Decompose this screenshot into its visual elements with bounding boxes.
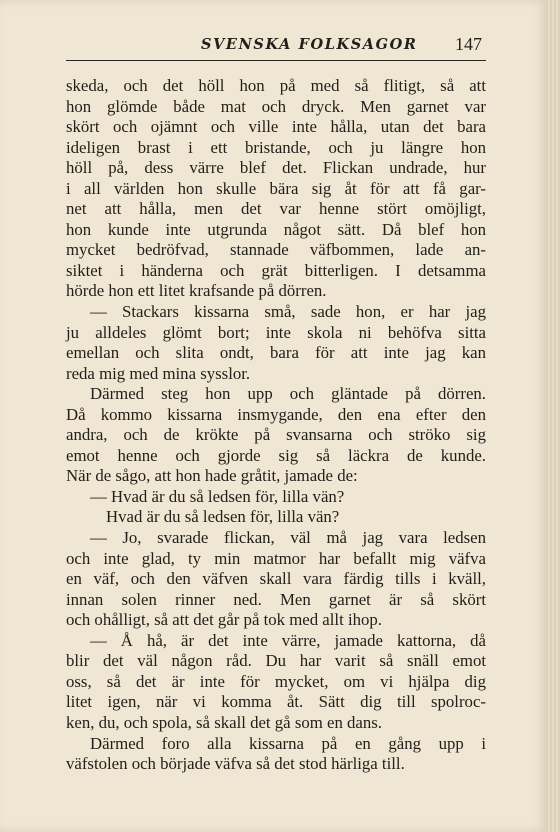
text-line: ken, du, och spola, så skall det gå som en dans.: [66, 712, 382, 732]
text-line: och inte glad, ty min matmor har befallt mig väfva: [66, 548, 486, 568]
text-line: hon kunde inte utgrunda något sätt. Då blef hon: [66, 219, 486, 239]
text-line: ideligen brast i ett bristande, och ju längre hon: [66, 137, 486, 157]
text-line: höll på, dess värre blef det. Flickan undrade, hur: [66, 158, 486, 178]
page-body-text: [66, 76, 486, 775]
text-line: innan solen rinner ned. Men garnet är så skört: [66, 589, 486, 609]
text-line: blir det väl någon råd. Du har varit så snäll emot: [66, 651, 486, 671]
text-line: Hvad är du så ledsen för, lilla vän?: [106, 507, 340, 527]
text-line: net att hålla, men det var henne stört omöjligt,: [66, 199, 486, 219]
text-line: emellan och slita ondt, bara för att inte jag kan: [66, 343, 486, 363]
text-line: skeda, och det höll hon på med så flitigt, så att: [66, 76, 486, 95]
text-line: Då kommo kissarna insmygande, den ena efter den: [66, 404, 486, 424]
running-header: [66, 34, 486, 61]
page-number: 147: [455, 34, 482, 54]
text-line: skört och ojämnt och ville inte hålla, utan det bara: [66, 117, 486, 137]
text-line: — Å hå, är det inte värre, jamade kattorna, då: [90, 630, 486, 650]
running-title: SVENSKA FOLKSAGOR: [201, 36, 418, 53]
text-line: litet igen, när vi komma åt. Sätt dig till spolroc-: [66, 692, 486, 712]
text-line: — Hvad är du så ledsen för, lilla vän?: [90, 486, 345, 506]
text-line: — Jo, svarade flickan, väl må jag vara ledsen: [90, 528, 486, 548]
text-line: reda mig med mina sysslor.: [66, 363, 251, 383]
text-line: hörde hon ett litet krafsande på dörren.: [66, 281, 327, 301]
text-line: — Stackars kissarna små, sade hon, er har jag: [90, 302, 486, 322]
text-line: mycket bedröfvad, stannade väfbommen, lade an-: [66, 240, 486, 260]
text-line: andra, och de krökte på svansarna och ströko sig: [66, 425, 486, 445]
text-line: siktet i händerna och grät bitterligen. I detsamma: [66, 260, 486, 280]
text-line: en väf, och den väfven skall vara färdig tills i kväll,: [66, 569, 486, 589]
text-line: oss, så det är inte för mycket, om vi hjälpa dig: [66, 671, 486, 691]
text-line: Därmed steg hon upp och gläntade på dörren.: [90, 384, 486, 404]
text-line: När de sågo, att hon hade gråtit, jamade de:: [66, 466, 358, 486]
text-line: emot henne och gjorde sig så läckra de kunde.: [66, 445, 486, 465]
page-edge-stack: [548, 0, 560, 832]
text-line: och ohålligt, så att det går på tok med allt ihop.: [66, 610, 382, 630]
text-line: Därmed foro alla kissarna på en gång upp i: [90, 733, 486, 753]
text-line: ju alldeles glömt bort; inte skola ni behöfva sitta: [66, 322, 486, 342]
text-line: hon glömde både mat och dryck. Men garnet var: [66, 96, 486, 116]
text-line: i all världen hon skulle bära sig åt för att få gar-: [66, 178, 486, 198]
text-line: väfstolen och började väfva så det stod härliga till.: [66, 754, 405, 774]
